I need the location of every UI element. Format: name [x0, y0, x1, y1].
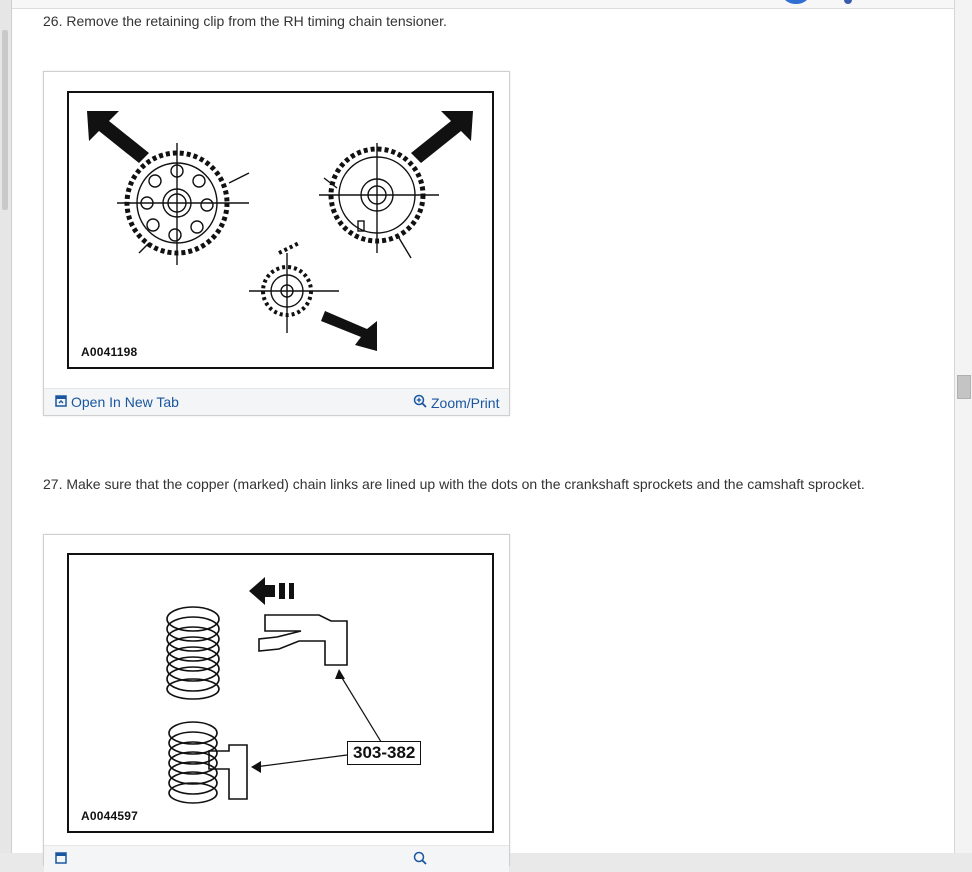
zoom-in-icon — [413, 394, 427, 411]
figure-toolbar — [44, 388, 509, 415]
figure-step-27 — [43, 534, 510, 866]
left-scroll-thumb[interactable] — [2, 30, 8, 210]
tensioner-clip-diagram — [67, 553, 494, 833]
top-toolbar-edge — [12, 0, 954, 9]
tensioner-clip-illustration — [69, 555, 492, 831]
zoom-in-icon — [413, 851, 427, 868]
figure-id-label: A0041198 — [81, 345, 138, 359]
zoom-print-button[interactable] — [413, 851, 431, 868]
open-in-new-tab-button[interactable] — [55, 851, 71, 867]
right-scroll-thumb[interactable] — [957, 375, 971, 399]
open-new-tab-icon — [55, 851, 67, 867]
step-27-text: 27. Make sure that the copper (marked) chain links are lined up with the dots on the crankshaft sprockets and the camshaft sprocket. — [43, 476, 865, 492]
figure-step-26 — [43, 71, 510, 416]
zoom-print-button[interactable] — [413, 394, 499, 411]
timing-chain-illustration — [69, 93, 492, 367]
menu-icon[interactable] — [844, 0, 852, 4]
open-in-new-tab-button[interactable] — [55, 394, 179, 410]
open-new-tab-icon — [55, 394, 67, 410]
user-avatar-icon[interactable] — [783, 0, 809, 4]
zoom-print-label: Zoom/Print — [431, 394, 500, 411]
right-scrollbar[interactable] — [954, 0, 972, 853]
figure-toolbar — [44, 845, 509, 872]
tool-number-callout: 303-382 — [347, 741, 421, 765]
timing-chain-diagram — [67, 91, 494, 369]
open-in-new-tab-label: Open In New Tab — [71, 394, 179, 410]
left-scroll-gutter[interactable] — [0, 0, 12, 853]
figure-id-label: A0044597 — [81, 809, 138, 823]
step-26-text: 26. Remove the retaining clip from the RH timing chain tensioner. — [43, 13, 447, 29]
